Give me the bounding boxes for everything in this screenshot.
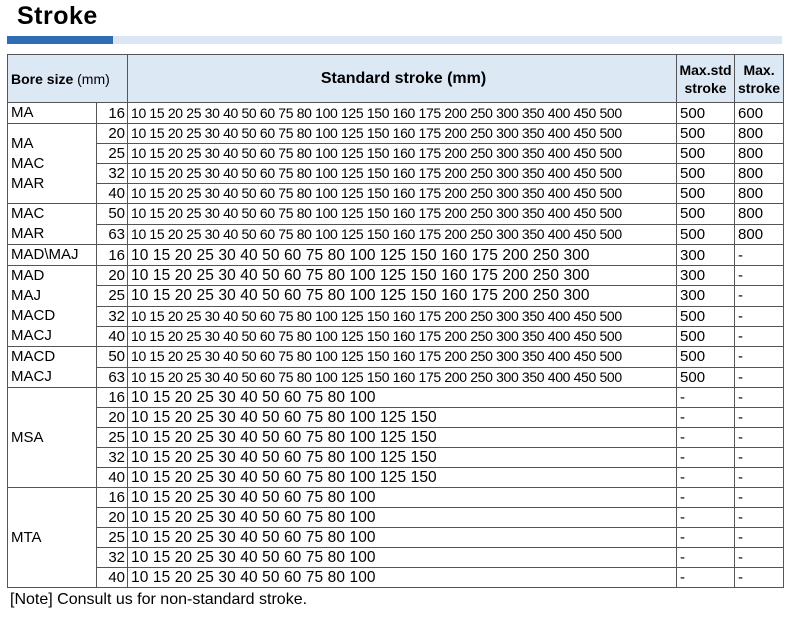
standard-stroke-cell: 10 15 20 25 30 40 50 60 75 80 100 125 150 160 175 200 250 300 350 400 450 500	[128, 164, 677, 184]
max-stroke-cell: 800	[735, 164, 784, 184]
max-header-line2: stroke	[738, 79, 781, 96]
bore-size-cell: 20	[97, 124, 128, 144]
model-name: MAD	[11, 267, 45, 284]
max-std-stroke-cell: 500	[677, 103, 735, 124]
max-std-stroke-cell: -	[677, 568, 735, 588]
max-std-stroke-cell: -	[677, 448, 735, 468]
table-row	[8, 347, 784, 368]
table-row	[8, 528, 784, 548]
table-row	[8, 448, 784, 468]
max-std-stroke-cell: 500	[677, 184, 735, 204]
table-row	[8, 488, 784, 508]
bore-size-cell: 25	[97, 528, 128, 548]
model-name: MA	[11, 104, 34, 121]
max-stroke-cell: 800	[735, 144, 784, 164]
model-cell	[8, 266, 97, 347]
max-stroke-cell: -	[735, 306, 784, 326]
max-std-stroke-cell: 500	[677, 326, 735, 346]
table-header-row	[8, 55, 784, 103]
bore-size-cell: 50	[97, 347, 128, 368]
table-row	[8, 326, 784, 346]
model-name: MACD	[11, 348, 56, 365]
max-std-stroke-cell: 500	[677, 347, 735, 368]
table-row	[8, 286, 784, 306]
max-header-line1: Max.	[743, 61, 775, 78]
max-std-stroke-header	[677, 55, 735, 103]
standard-stroke-cell: 10 15 20 25 30 40 50 60 75 80 100	[128, 488, 677, 508]
table-row	[8, 266, 784, 286]
standard-stroke-cell: 10 15 20 25 30 40 50 60 75 80 100 125 150 160 175 200 250 300 350 400 450 500	[128, 124, 677, 144]
standard-stroke-cell: 10 15 20 25 30 40 50 60 75 80 100 125 150	[128, 408, 677, 428]
table-row	[8, 245, 784, 266]
model-name: MACJ	[11, 327, 52, 344]
footnote: [Note] Consult us for non-standard stroke.	[10, 591, 308, 608]
model-cell	[8, 103, 97, 124]
table-row	[8, 306, 784, 326]
max-stroke-cell: -	[735, 266, 784, 286]
model-name: MAR	[11, 174, 45, 192]
model-cell	[8, 245, 97, 266]
table-row	[8, 548, 784, 568]
standard-stroke-cell: 10 15 20 25 30 40 50 60 75 80 100 125 150	[128, 428, 677, 448]
model-name: MAD\MAJ	[11, 246, 79, 263]
standard-stroke-header: Standard stroke (mm)	[128, 55, 677, 103]
bore-size-cell: 16	[97, 488, 128, 508]
max-stroke-cell: -	[735, 508, 784, 528]
model-name: MAJ	[11, 287, 41, 304]
bore-size-cell: 16	[97, 388, 128, 408]
max-std-stroke-cell: -	[677, 428, 735, 448]
max-std-header-line1: Max.std	[679, 61, 732, 78]
max-stroke-cell: -	[735, 326, 784, 346]
table-row	[8, 144, 784, 164]
bore-size-cell: 25	[97, 286, 128, 306]
model-name: MTA	[11, 528, 42, 546]
title-underline	[7, 36, 782, 44]
max-stroke-cell: -	[735, 367, 784, 388]
max-std-stroke-cell: -	[677, 528, 735, 548]
standard-stroke-cell: 10 15 20 25 30 40 50 60 75 80 100	[128, 388, 677, 408]
standard-stroke-cell: 10 15 20 25 30 40 50 60 75 80 100 125 150 160 175 200 250 300 350 400 450 500	[128, 204, 677, 225]
standard-stroke-cell: 10 15 20 25 30 40 50 60 75 80 100 125 150 160 175 200 250 300	[128, 245, 677, 266]
max-stroke-cell: 800	[735, 224, 784, 245]
bore-size-cell: 16	[97, 103, 128, 124]
max-stroke-cell: -	[735, 468, 784, 488]
table-body	[8, 103, 784, 588]
table-row	[8, 468, 784, 488]
max-stroke-cell: 800	[735, 204, 784, 225]
model-name: MAC	[11, 154, 45, 172]
model-name: MA	[11, 134, 34, 152]
model-name: MACJ	[11, 368, 52, 385]
max-std-stroke-cell: 500	[677, 367, 735, 388]
table-row	[8, 568, 784, 588]
bore-size-unit: (mm)	[77, 70, 110, 87]
model-cell	[8, 488, 97, 588]
bore-size-cell: 32	[97, 306, 128, 326]
max-stroke-cell: -	[735, 568, 784, 588]
bore-size-cell: 40	[97, 568, 128, 588]
model-cell	[8, 347, 97, 388]
bore-size-cell: 25	[97, 428, 128, 448]
max-stroke-cell: -	[735, 448, 784, 468]
table-row	[8, 103, 784, 124]
max-std-stroke-cell: 500	[677, 164, 735, 184]
bore-size-cell: 40	[97, 468, 128, 488]
standard-stroke-cell: 10 15 20 25 30 40 50 60 75 80 100 125 150 160 175 200 250 300 350 400 450 500	[128, 306, 677, 326]
max-std-stroke-cell: -	[677, 548, 735, 568]
max-stroke-cell: -	[735, 388, 784, 408]
bore-size-cell: 20	[97, 408, 128, 428]
max-std-stroke-cell: 500	[677, 306, 735, 326]
max-std-stroke-cell: 500	[677, 204, 735, 225]
max-std-stroke-cell: 300	[677, 245, 735, 266]
bore-size-cell: 40	[97, 326, 128, 346]
page-title: Stroke	[17, 2, 98, 30]
table-row	[8, 184, 784, 204]
max-std-stroke-cell: 500	[677, 144, 735, 164]
bore-size-cell: 20	[97, 266, 128, 286]
standard-stroke-cell: 10 15 20 25 30 40 50 60 75 80 100 125 150 160 175 200 250 300 350 400 450 500	[128, 224, 677, 245]
model-name: MAC	[11, 205, 45, 222]
bore-size-cell: 63	[97, 367, 128, 388]
title-accent-bar	[7, 36, 113, 44]
table-row	[8, 367, 784, 388]
standard-stroke-cell: 10 15 20 25 30 40 50 60 75 80 100 125 150 160 175 200 250 300 350 400 450 500	[128, 326, 677, 346]
table-row	[8, 164, 784, 184]
table-row	[8, 408, 784, 428]
max-stroke-cell: -	[735, 286, 784, 306]
bore-size-label: Bore size	[11, 70, 74, 87]
table-row	[8, 204, 784, 225]
max-stroke-cell: 600	[735, 103, 784, 124]
bore-size-cell: 32	[97, 548, 128, 568]
model-cell	[8, 124, 97, 204]
model-name: MAR	[11, 225, 45, 242]
max-stroke-cell: -	[735, 408, 784, 428]
standard-stroke-cell: 10 15 20 25 30 40 50 60 75 80 100	[128, 548, 677, 568]
standard-stroke-cell: 10 15 20 25 30 40 50 60 75 80 100 125 150	[128, 468, 677, 488]
model-cell	[8, 204, 97, 245]
standard-stroke-cell: 10 15 20 25 30 40 50 60 75 80 100 125 150 160 175 200 250 300 350 400 450 500	[128, 144, 677, 164]
bore-size-cell: 32	[97, 448, 128, 468]
standard-stroke-cell: 10 15 20 25 30 40 50 60 75 80 100 125 150 160 175 200 250 300	[128, 286, 677, 306]
bore-size-cell: 16	[97, 245, 128, 266]
max-stroke-cell: -	[735, 488, 784, 508]
model-name: MSA	[11, 428, 44, 446]
max-std-stroke-cell: -	[677, 468, 735, 488]
table-row	[8, 124, 784, 144]
max-stroke-cell: -	[735, 347, 784, 368]
max-stroke-cell: -	[735, 548, 784, 568]
max-stroke-cell: -	[735, 528, 784, 548]
model-cell	[8, 388, 97, 488]
table-row	[8, 508, 784, 528]
standard-stroke-cell: 10 15 20 25 30 40 50 60 75 80 100 125 150	[128, 448, 677, 468]
table-row	[8, 224, 784, 245]
max-std-stroke-cell: -	[677, 388, 735, 408]
max-std-stroke-cell: -	[677, 488, 735, 508]
max-stroke-header	[735, 55, 784, 103]
bore-size-header	[8, 55, 128, 103]
standard-stroke-cell: 10 15 20 25 30 40 50 60 75 80 100	[128, 568, 677, 588]
table-row	[8, 388, 784, 408]
max-std-stroke-cell: 300	[677, 266, 735, 286]
max-stroke-cell: 800	[735, 184, 784, 204]
max-std-header-line2: stroke	[684, 79, 727, 96]
max-std-stroke-cell: -	[677, 508, 735, 528]
bore-size-cell: 40	[97, 184, 128, 204]
max-std-stroke-cell: 300	[677, 286, 735, 306]
bore-size-cell: 25	[97, 144, 128, 164]
bore-size-cell: 50	[97, 204, 128, 225]
standard-stroke-cell: 10 15 20 25 30 40 50 60 75 80 100	[128, 508, 677, 528]
standard-stroke-cell: 10 15 20 25 30 40 50 60 75 80 100 125 150 160 175 200 250 300 350 400 450 500	[128, 367, 677, 388]
model-name: MACD	[11, 307, 56, 324]
table-row	[8, 428, 784, 448]
max-stroke-cell: -	[735, 428, 784, 448]
bore-size-cell: 63	[97, 224, 128, 245]
max-std-stroke-cell: 500	[677, 224, 735, 245]
max-std-stroke-cell: 500	[677, 124, 735, 144]
standard-stroke-cell: 10 15 20 25 30 40 50 60 75 80 100 125 150 160 175 200 250 300	[128, 266, 677, 286]
standard-stroke-cell: 10 15 20 25 30 40 50 60 75 80 100	[128, 528, 677, 548]
max-stroke-cell: 800	[735, 124, 784, 144]
standard-stroke-cell: 10 15 20 25 30 40 50 60 75 80 100 125 150 160 175 200 250 300 350 400 450 500	[128, 184, 677, 204]
max-std-stroke-cell: -	[677, 408, 735, 428]
bore-size-cell: 32	[97, 164, 128, 184]
standard-stroke-cell: 10 15 20 25 30 40 50 60 75 80 100 125 150 160 175 200 250 300 350 400 450 500	[128, 103, 677, 124]
max-stroke-cell: -	[735, 245, 784, 266]
bore-size-cell: 20	[97, 508, 128, 528]
stroke-table	[7, 54, 784, 588]
standard-stroke-cell: 10 15 20 25 30 40 50 60 75 80 100 125 150 160 175 200 250 300 350 400 450 500	[128, 347, 677, 368]
